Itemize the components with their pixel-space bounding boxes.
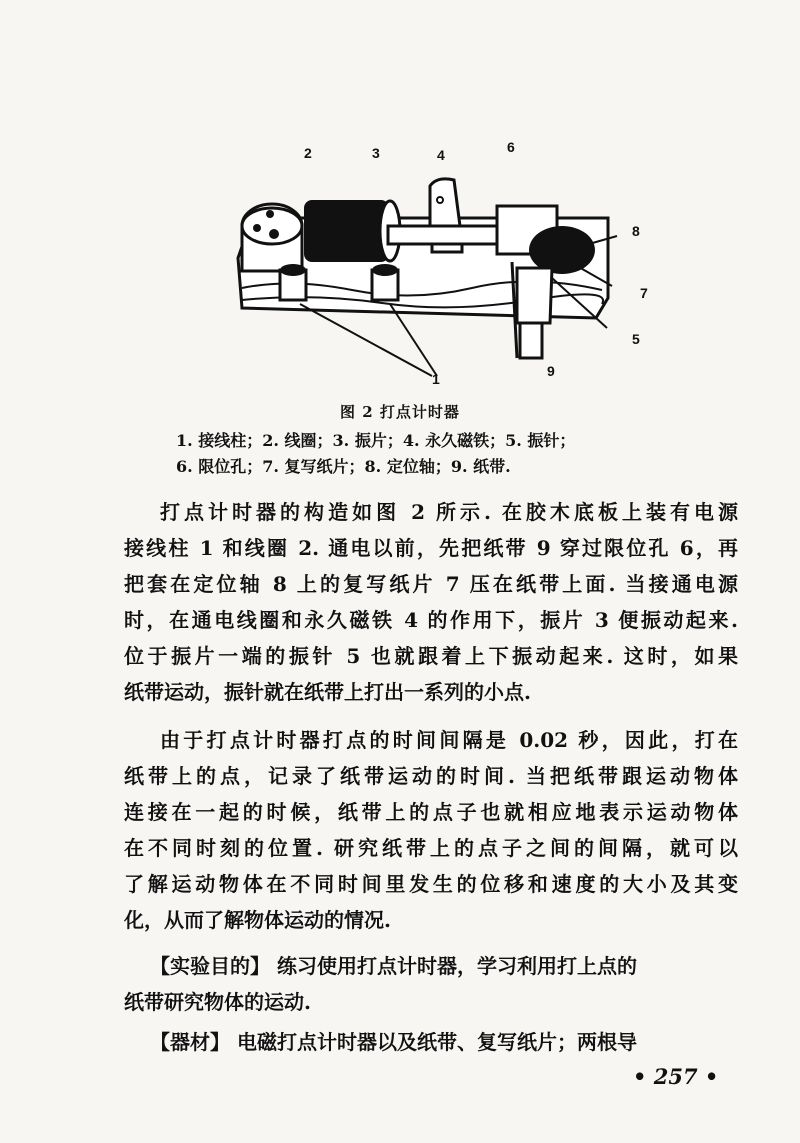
figure-legend <box>176 428 575 480</box>
label-6: 6 <box>507 139 515 155</box>
body-line: 纸带运动，振针就在纸带上打出一系列的小点. <box>124 680 531 704</box>
body-line: 打点计时器的构造如图 2 所示. 在胶木底板上装有电源 <box>160 500 738 524</box>
section-label-purpose: 【实验目的】 <box>150 954 270 978</box>
body-line: 时，在通电线圈和永久磁铁 4 的作用下，振片 3 便振动起来. <box>124 608 738 632</box>
section-label-materials: 【器材】 <box>150 1030 230 1054</box>
body-line: 连接在一起的时候，纸带上的点子也就相应地表示运动物体 <box>124 800 738 824</box>
label-8: 8 <box>632 223 640 239</box>
page-number: • 257 • <box>633 1064 719 1089</box>
materials-text: 电磁打点计时器以及纸带、复写纸片；两根导 <box>230 1030 637 1054</box>
body-line: 化，从而了解物体运动的情况. <box>124 908 391 932</box>
label-9: 9 <box>547 363 555 379</box>
label-5: 5 <box>632 331 640 347</box>
body-line: 了解运动物体在不同时间里发生的位移和速度的大小及其变 <box>124 872 738 896</box>
body-line: 纸带上的点，记录了纸带运动的时间. 当把纸带跟运动物体 <box>124 764 738 788</box>
body-line: 由于打点计时器打点的时间间隔是 0.02 秒，因此，打在 <box>160 728 738 752</box>
ticker-timer-diagram <box>232 138 668 384</box>
label-2: 2 <box>304 145 312 161</box>
body-line: 位于振片一端的振针 5 也就跟着上下振动起来. 这时，如果 <box>124 644 738 668</box>
body-line: 接线柱 1 和线圈 2. 通电以前，先把纸带 9 穿过限位孔 6，再 <box>124 536 738 560</box>
body-line: 纸带研究物体的运动. <box>124 990 311 1014</box>
label-3: 3 <box>372 145 380 161</box>
body-line: 把套在定位轴 8 上的复写纸片 7 压在纸带上面. 当接通电源 <box>124 572 738 596</box>
purpose-line <box>150 954 728 978</box>
legend-line: 1. 接线柱；2. 线圈；3. 振片；4. 永久磁铁；5. 振针； <box>176 431 576 450</box>
label-1: 1 <box>432 371 440 384</box>
body-line: 在不同时刻的位置. 研究纸带上的点子之间的间隔，就可以 <box>124 836 738 860</box>
figure-caption: 图 2 打点计时器 <box>340 403 460 421</box>
legend-line: 6. 限位孔；7. 复写纸片；8. 定位轴；9. 纸带. <box>176 457 511 476</box>
materials-line <box>150 1030 728 1054</box>
label-4: 4 <box>437 147 445 163</box>
label-7: 7 <box>640 285 648 301</box>
purpose-text: 练习使用打点计时器，学习利用打上点的 <box>270 954 637 978</box>
